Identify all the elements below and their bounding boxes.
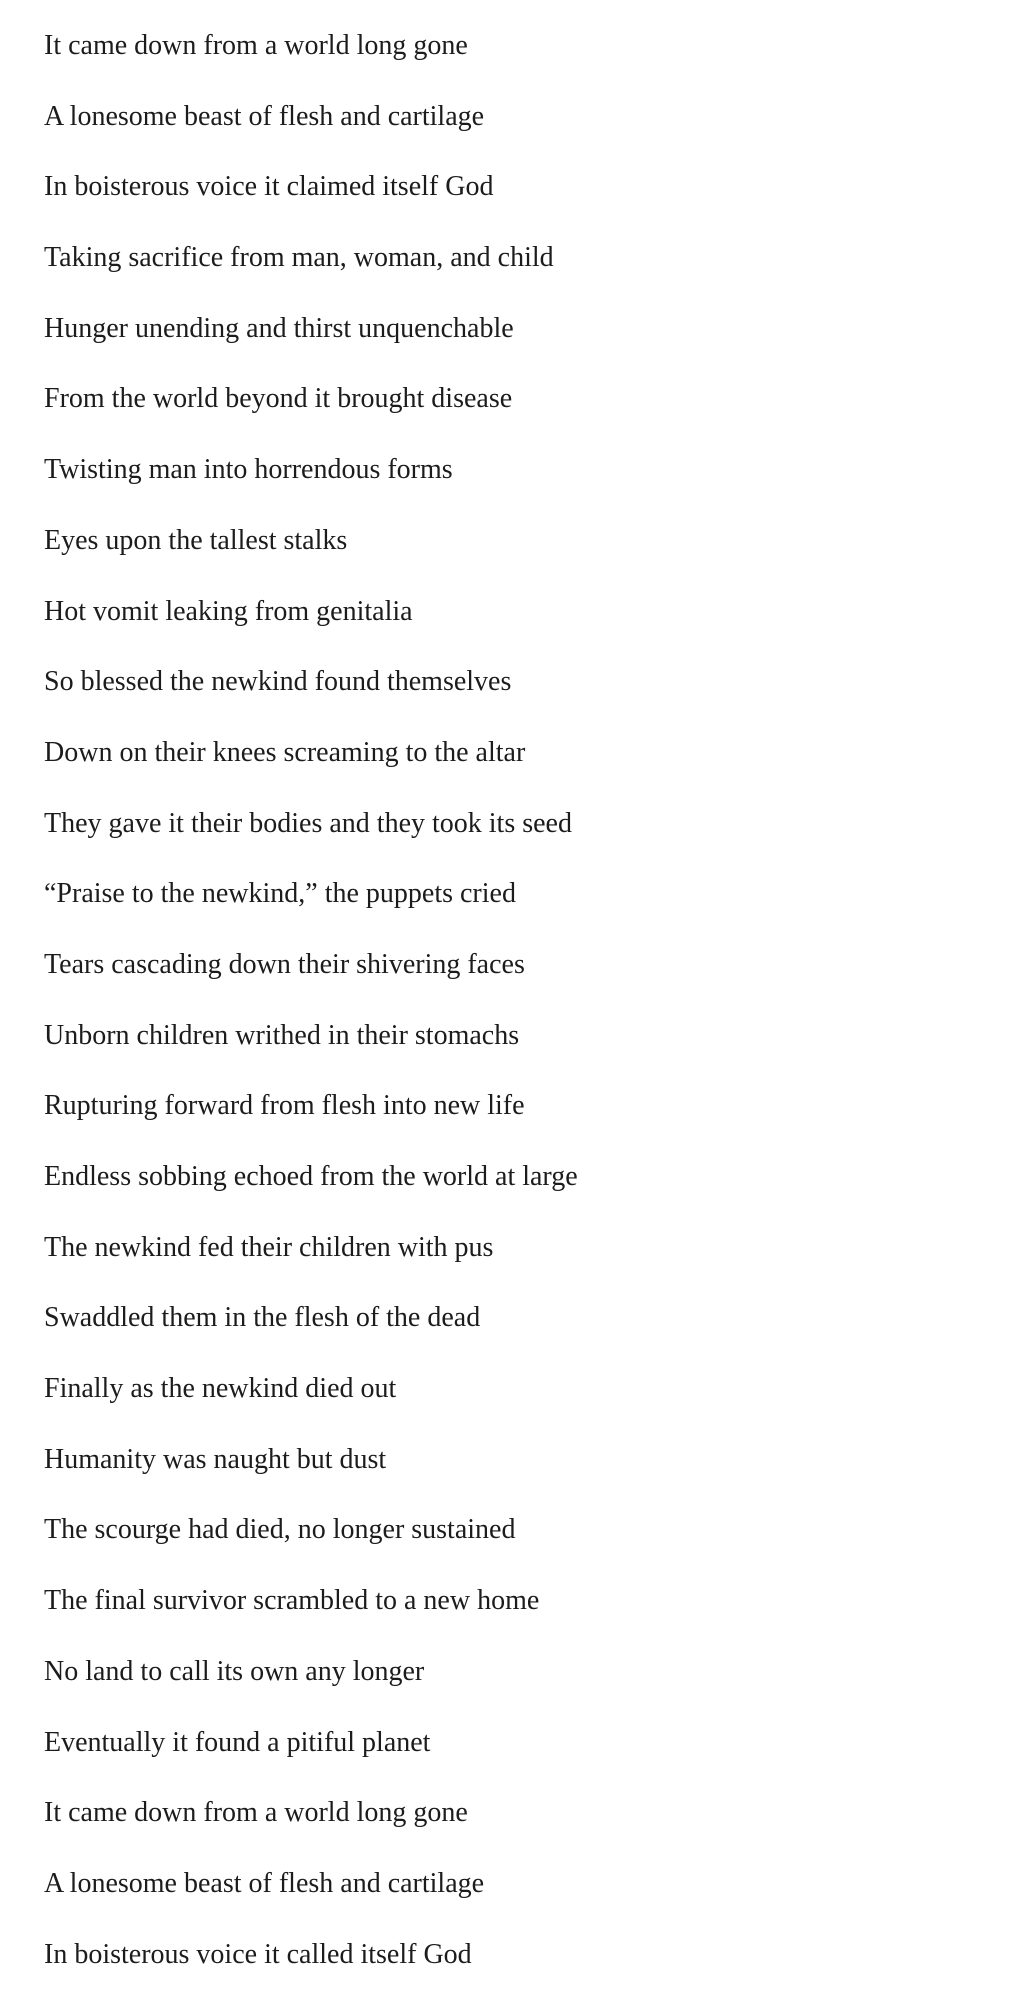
poem-body [44, 21, 984, 2000]
poem-line: No land to call its own any longer [44, 1655, 425, 1687]
poem-line: Hot vomit leaking from genitalia [44, 595, 413, 627]
poem-line: It came down from a world long gone [44, 30, 468, 61]
poem-line: Taking sacrifice from man, woman, and child [44, 242, 554, 274]
poem-line: Finally as the newkind died out [44, 1373, 397, 1405]
poem-line: “Praise to the newkind,” the puppets cried [44, 878, 516, 910]
poem-line: In boisterous voice it called itself God [44, 1938, 472, 1970]
poem-line: The newkind fed their children with pus [44, 1231, 494, 1263]
poem-line: The scourge had died, no longer sustained [44, 1514, 516, 1546]
poem-line: Swaddled them in the flesh of the dead [44, 1302, 481, 1334]
poem-line: Eventually it found a pitiful planet [44, 1726, 431, 1758]
poem-line: Humanity was naught but dust [44, 1443, 387, 1475]
poem-line: Unborn children writhed in their stomachs [44, 1019, 520, 1051]
poem-line: In boisterous voice it claimed itself God [44, 171, 494, 203]
poem-line: Down on their knees screaming to the altar [44, 736, 526, 768]
poem-line: Eyes upon the tallest stalks [44, 524, 348, 556]
poem-line: Rupturing forward from flesh into new life [44, 1090, 525, 1122]
poem-line: So blessed the newkind found themselves [44, 666, 512, 698]
poem-line: It came down from a world long gone [44, 1797, 468, 1829]
poem-line: From the world beyond it brought disease [44, 383, 513, 415]
poem-line: A lonesome beast of flesh and cartilage [44, 100, 485, 132]
poem-line: Hunger unending and thirst unquenchable [44, 312, 514, 344]
poem-line: A lonesome beast of flesh and cartilage [44, 1867, 485, 1899]
poem-line: They gave it their bodies and they took its seed [44, 807, 572, 839]
poem-line: Twisting man into horrendous forms [44, 454, 453, 486]
poem-line: Tears cascading down their shivering faces [44, 948, 525, 980]
poem-line: Endless sobbing echoed from the world at large [44, 1161, 578, 1192]
poem-line: The final survivor scrambled to a new home [44, 1585, 540, 1617]
